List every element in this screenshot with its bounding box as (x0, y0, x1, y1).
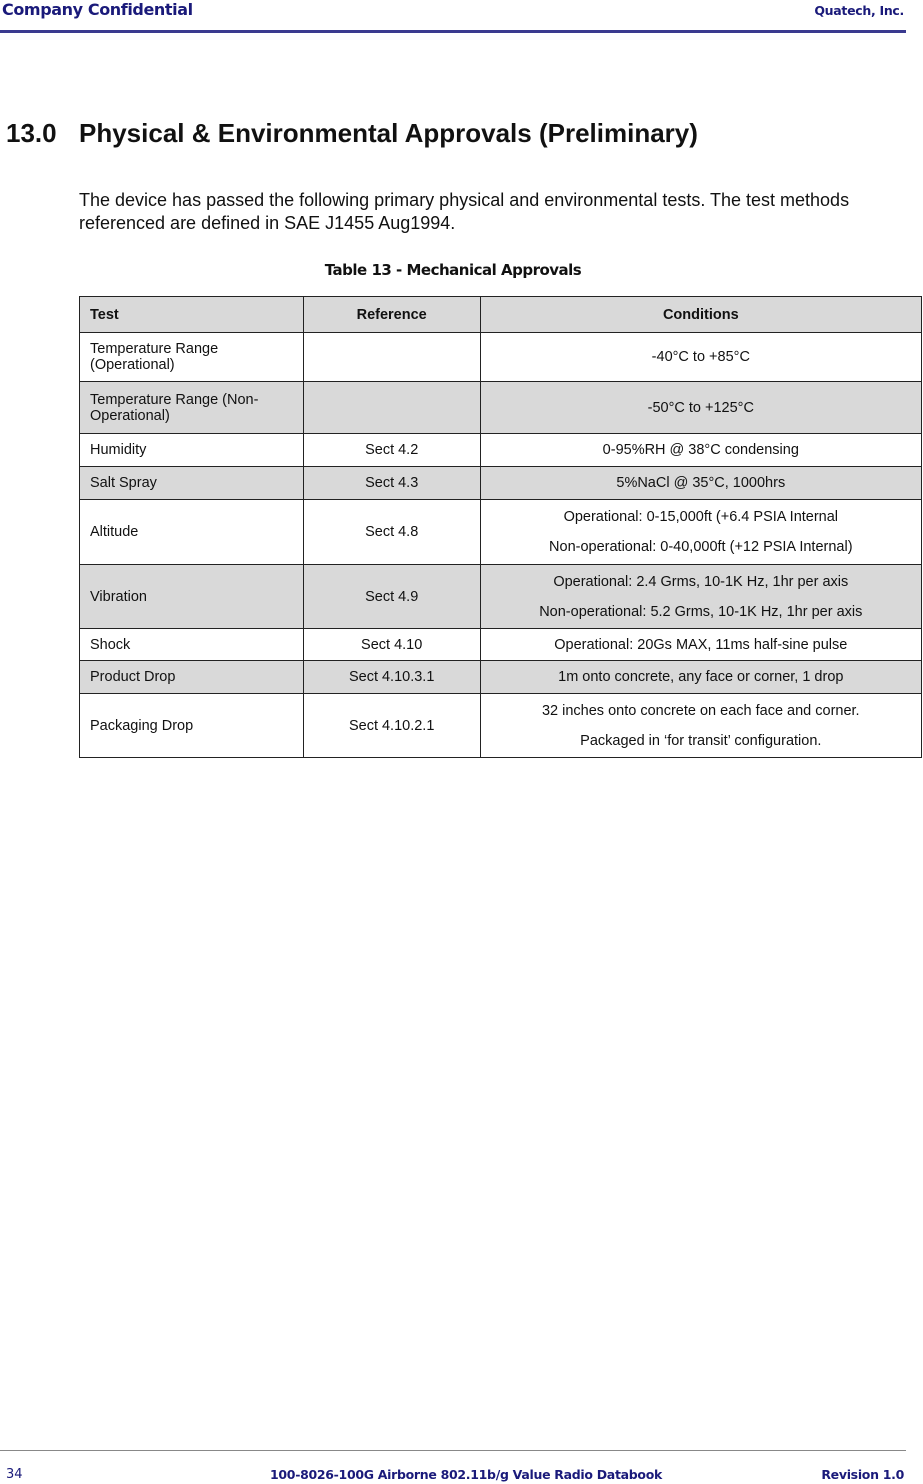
table-row (80, 629, 922, 661)
table-row (80, 333, 922, 382)
condition-line: Non-operational: 5.2 Grms, 10-1K Hz, 1hr per axis (539, 603, 863, 620)
page-number: 34 (6, 1467, 23, 1482)
cell-reference (303, 333, 480, 382)
page-header (0, 0, 906, 33)
cell-conditions (480, 661, 921, 694)
section-heading (6, 118, 698, 149)
document-title: 100-8026-100G Airborne 802.11b/g Value Radio Databook (270, 1467, 662, 1482)
header-conditions: Conditions (480, 297, 921, 333)
condition-line: 32 inches onto concrete on each face and corner. (541, 702, 860, 719)
table-caption: Table 13 - Mechanical Approvals (324, 261, 582, 279)
table-row (80, 434, 922, 467)
cell-test: Vibration (80, 565, 304, 629)
cell-reference: Sect 4.10 (303, 629, 480, 661)
cell-conditions (480, 382, 921, 434)
page-footer (0, 1450, 906, 1484)
cell-reference (303, 382, 480, 434)
cell-test: Temperature Range (Operational) (80, 333, 304, 382)
condition-line: -40°C to +85°C (651, 349, 750, 365)
table-row (80, 661, 922, 694)
table-row (80, 565, 922, 629)
condition-line: Operational: 20Gs MAX, 11ms half-sine pulse (554, 636, 848, 653)
condition-line: Operational: 2.4 Grms, 10-1K Hz, 1hr per axis (553, 573, 849, 590)
cell-conditions (480, 565, 921, 629)
cell-conditions (480, 629, 921, 661)
header-test: Test (80, 297, 304, 333)
condition-line: Non-operational: 0-40,000ft (+12 PSIA Internal) (549, 539, 853, 555)
confidentiality-label: Company Confidential (2, 0, 193, 19)
cell-conditions (480, 333, 921, 382)
intro-paragraph: The device has passed the following primary physical and environmental tests. The test methods referenced are defined in SAE J1455 Aug1994. (79, 190, 850, 233)
cell-reference: Sect 4.3 (303, 467, 480, 500)
cell-reference: Sect 4.8 (303, 500, 480, 565)
revision-label: Revision 1.0 (821, 1467, 904, 1482)
cell-test: Altitude (80, 500, 304, 565)
section-title: Physical & Environmental Approvals (Preliminary) (79, 118, 698, 148)
table-row (80, 467, 922, 500)
condition-line: 1m onto concrete, any face or corner, 1 drop (558, 669, 844, 685)
company-name: Quatech, Inc. (814, 3, 904, 18)
table-row (80, 500, 922, 565)
condition-line: -50°C to +125°C (647, 399, 754, 416)
cell-test: Humidity (80, 434, 304, 467)
cell-test: Packaging Drop (80, 694, 304, 758)
cell-conditions (480, 694, 921, 758)
cell-conditions (480, 500, 921, 565)
cell-test: Salt Spray (80, 467, 304, 500)
condition-line: 0-95%RH @ 38°C condensing (602, 442, 799, 458)
cell-test: Temperature Range (Non-Operational) (80, 382, 304, 434)
table-header-row (80, 297, 922, 333)
cell-reference: Sect 4.2 (303, 434, 480, 467)
mechanical-approvals-table (79, 296, 922, 758)
cell-conditions (480, 467, 921, 500)
condition-line: 5%NaCl @ 35°C, 1000hrs (616, 475, 786, 491)
cell-conditions (480, 434, 921, 467)
table-row (80, 382, 922, 434)
cell-test: Shock (80, 629, 304, 661)
header-reference: Reference (303, 297, 480, 333)
cell-test: Product Drop (80, 661, 304, 694)
table-row (80, 694, 922, 758)
cell-reference: Sect 4.9 (303, 565, 480, 629)
cell-reference: Sect 4.10.2.1 (303, 694, 480, 758)
cell-reference: Sect 4.10.3.1 (303, 661, 480, 694)
condition-line: Operational: 0-15,000ft (+6.4 PSIA Internal (563, 509, 839, 525)
section-number: 13.0 (6, 118, 57, 148)
condition-line: Packaged in ‘for transit’ configuration. (580, 732, 822, 749)
